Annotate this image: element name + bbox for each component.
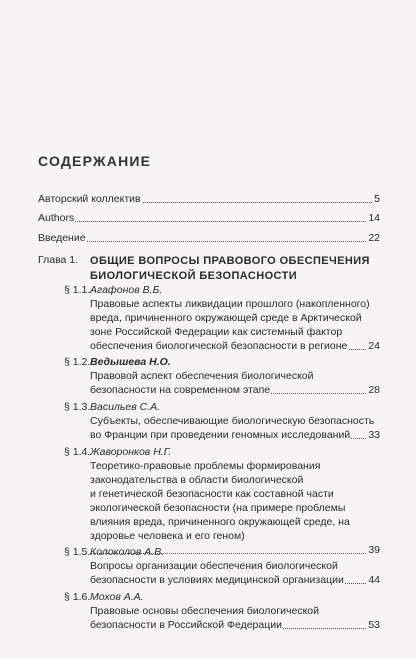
toc-heading: СОДЕРЖАНИЕ [38,153,152,169]
section-title-line: безопасности на современном этапе [90,384,271,396]
toc-section-1-4[interactable] [64,445,380,557]
section-number: § 1.6. [64,591,91,603]
section-number: § 1.2. [64,356,91,368]
section-author: Жаворонков Н.Г. [90,446,172,458]
section-page: 33 [368,429,380,441]
chapter-title-line: БИОЛОГИЧЕСКОЙ БЕЗОПАСНОСТИ [90,270,298,282]
section-number: § 1.5. [64,546,91,558]
toc-section-1-6[interactable] [64,590,380,632]
entry-label: Авторский коллектив [38,193,141,205]
section-page: 39 [368,544,380,556]
toc-entry-introduction[interactable] [38,232,380,245]
section-title-line: и генетической безопасности как составной части [90,488,334,500]
entry-label: Введение [38,232,86,244]
section-author: Мохов А.А. [90,591,144,603]
toc-section-1-2[interactable] [64,355,380,397]
chapter-title-line: ОБЩИЕ ВОПРОСЫ ПРАВОВОГО ОБЕСПЕЧЕНИЯ [90,255,370,267]
section-author: Ведышева Н.О. [90,356,171,368]
section-title-line: Правовой аспект обеспечения биологической [90,370,314,382]
section-title-line: вреда, причиненного окружающей среде в Арктической [90,312,362,324]
section-author: Колоколов А.В. [90,546,165,558]
section-page: 44 [368,574,380,586]
section-title-line: Правовые основы обеспечения биологической [90,605,320,617]
chapter-number: Глава 1. [38,254,79,266]
entry-label: Authors [38,212,75,224]
section-number: § 1.1. [64,284,91,296]
section-title-line: здоровье человека и его геном) [90,530,245,542]
section-title-line: обеспечения биологической безопасности в регионе [90,340,348,352]
entry-page: 5 [374,193,380,205]
section-title-line: экологической безопасности (на примере проблемы [90,502,346,514]
section-title-line: Теоретико-правовые проблемы формирования [90,460,321,472]
section-author: Агафонов В.Б. [90,284,163,296]
section-title-line: Вопросы организации обеспечения биологической [90,560,338,572]
section-number: § 1.3. [64,401,91,413]
entry-page: 14 [368,212,380,224]
entry-page: 22 [368,232,380,244]
section-title-line: Правовые аспекты ликвидации прошлого (накопленного) [90,298,370,310]
section-page: 53 [368,619,380,631]
chapter-title[interactable] [90,254,380,284]
section-title-line: законодательства в области биологической [90,474,304,486]
leader-dots [38,221,380,222]
toc-entry-authors-en[interactable] [38,212,380,225]
toc-section-1-1[interactable] [64,283,380,353]
toc-section-1-5[interactable] [64,545,380,587]
section-title-line: влияния вреда, причиненного окружающей среде, на [90,516,350,528]
section-title-line: безопасности в условиях медицинской организации [90,574,344,586]
toc-section-1-3[interactable] [64,400,380,442]
section-author: Васильев С.А. [90,401,161,413]
section-number: § 1.4. [64,446,91,458]
leader-dots [38,241,380,242]
toc-entry-authors-ru[interactable] [38,193,380,206]
section-page: 28 [368,384,380,396]
section-title-line: зоне Российской Федерации как системный фактор [90,326,343,338]
section-page: 24 [368,340,380,352]
section-title-line: во Франции при проведении геномных исследований [90,429,351,441]
section-title-line: Субъекты, обеспечивающие биологическую безопасность [90,415,375,427]
section-title-line: безопасности в Российской Федерации [90,619,282,631]
